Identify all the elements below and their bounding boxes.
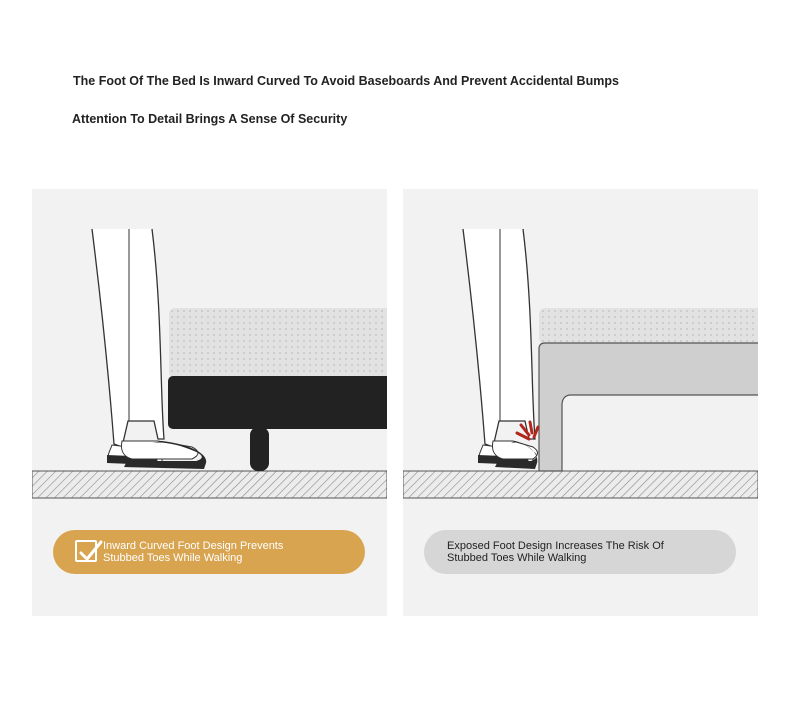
caption-badge-bad [424,530,736,574]
caption-line-2: Stubbed Toes While Walking [447,552,587,564]
headline: The Foot Of The Bed Is Inward Curved To Avoid Baseboards And Prevent Accidental Bumps [73,74,619,88]
floor [32,471,387,498]
caption-line-1: Inward Curved Foot Design Prevents [103,540,284,552]
caption-line-2: Stubbed Toes While Walking [103,552,243,564]
floor [403,471,758,498]
caption-text-good [103,540,283,564]
subline: Attention To Detail Brings A Sense Of Security [72,112,348,126]
bed-frame [168,376,387,429]
panel-exposed-foot [403,189,758,616]
person-legs [463,229,535,447]
caption-text-bad [447,540,664,564]
person-legs [92,229,164,447]
checkbox-check-icon [75,540,97,562]
caption-badge-good [53,530,365,574]
caption-line-1: Exposed Foot Design Increases The Risk Of [447,540,664,552]
bed-leg [250,427,269,471]
panel-inward-foot [32,189,387,616]
bed-frame-exposed [539,343,758,471]
